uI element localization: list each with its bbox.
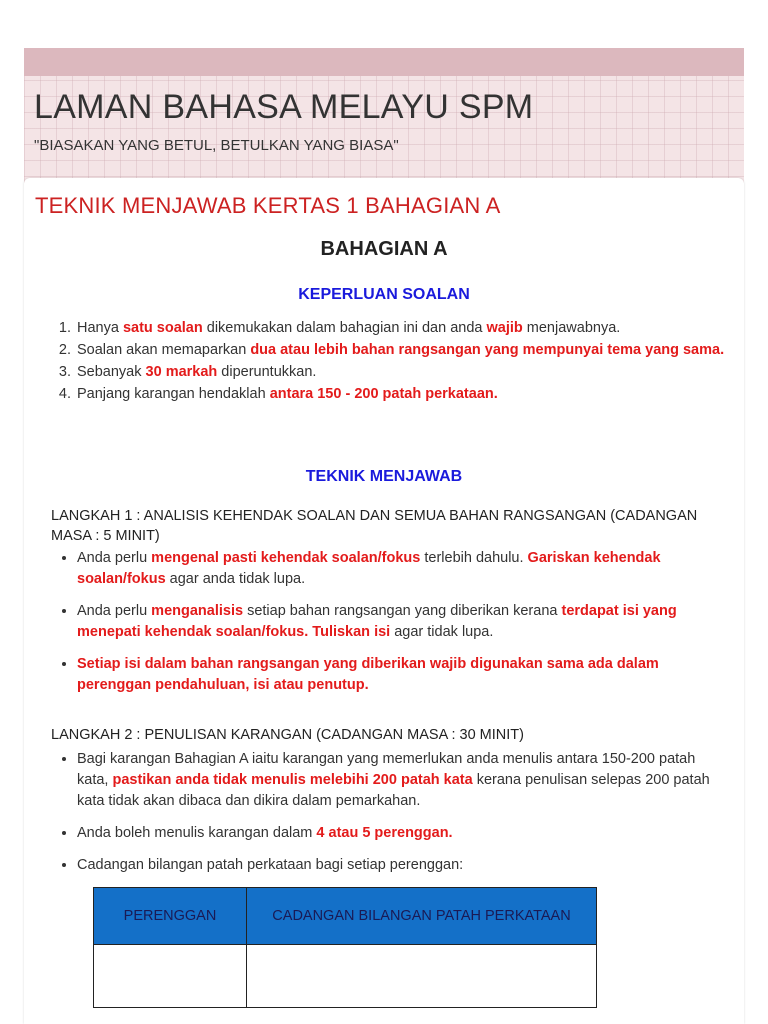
step2-list (51, 749, 727, 887)
list-item: • Anda perlu mengenal pasti kehendak soalan/fokus terlebih dahulu. Gariskan kehendak soalan/fokus agar anda tidak lupa. (77, 548, 727, 590)
requirement-item: 1. Hanya satu soalan dikemukakan dalam bahagian ini dan anda wajib menjawabnya. (75, 318, 744, 338)
table-header-perenggan: PERENGGAN (94, 888, 247, 945)
technique-heading: TEKNIK MENJAWAB (305, 468, 463, 485)
section-heading: BAHAGIAN A (320, 238, 448, 260)
requirement-item: 3. Sebanyak 30 markah diperuntukkan. (75, 362, 744, 382)
list-item: • Anda boleh menulis karangan dalam 4 atau 5 perenggan. (77, 823, 727, 844)
blog-description: "BIASAKAN YANG BETUL, BETULKAN YANG BIASA" (34, 137, 399, 154)
step1-list (51, 548, 727, 707)
requirements-heading: KEPERLUAN SOALAN (298, 286, 470, 303)
requirements-list (51, 318, 744, 406)
blog-title[interactable]: LAMAN BAHASA MELAYU SPM (34, 88, 534, 126)
table-header-row (94, 888, 597, 945)
table-cell (94, 945, 247, 1008)
requirement-item: 4. Panjang karangan hendaklah antara 150 - 200 patah perkataan. (75, 384, 744, 404)
post-title[interactable]: TEKNIK MENJAWAB KERTAS 1 BAHAGIAN A (35, 193, 501, 218)
requirement-item: 2. Soalan akan memaparkan dua atau lebih bahan rangsangan yang mempunyai tema yang sama. (75, 340, 744, 360)
list-item: • Cadangan bilangan patah perkataan bagi setiap perenggan: (77, 855, 727, 876)
blog-background (24, 48, 744, 1024)
word-count-table (93, 887, 597, 1008)
step1-heading: LANGKAH 1 : ANALISIS KEHENDAK SOALAN DAN SEMUA BAHAN RANGSANGAN (CADANGAN MASA : 5 MINIT) (51, 508, 698, 544)
post-body (24, 178, 744, 1024)
top-bar (24, 48, 744, 76)
list-item: • Anda perlu menganalisis setiap bahan rangsangan yang diberikan kerana terdapat isi yang menepati kehendak soalan/fokus. Tuliskan isi agar tidak lupa. (77, 601, 727, 643)
step2-heading: LANGKAH 2 : PENULISAN KARANGAN (CADANGAN MASA : 30 MINIT) (51, 727, 524, 743)
table-cell (247, 945, 597, 1008)
list-item: • Setiap isi dalam bahan rangsangan yang diberikan wajib digunakan sama ada dalam perenggan pendahuluan, isi atau penutup. (77, 654, 727, 696)
list-item: • Bagi karangan Bahagian A iaitu karangan yang memerlukan anda menulis antara 150-200 patah kata, pastikan anda tidak menulis melebihi 200 patah kata kerana penulisan selepas 200 patah kata tidak akan dibaca dan dikira dalam pemarkahan. (77, 749, 727, 812)
table-header-cadangan: CADANGAN BILANGAN PATAH PERKATAAN (247, 888, 597, 945)
table-row (94, 945, 597, 1008)
